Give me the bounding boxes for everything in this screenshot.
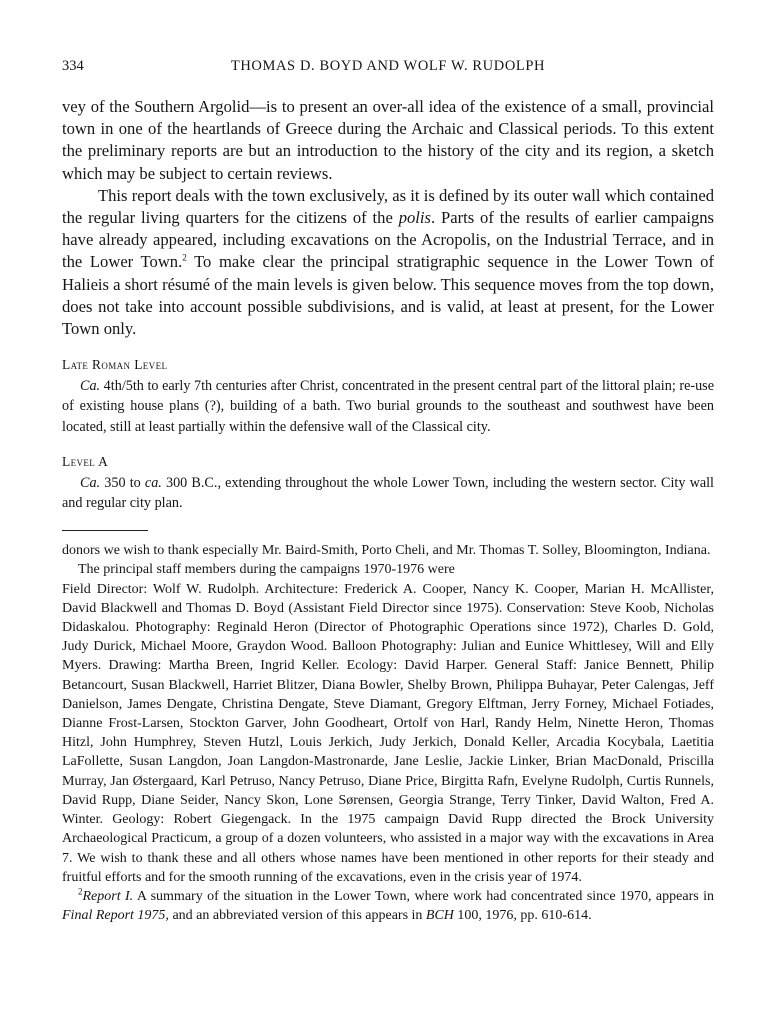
footnote-ref-2[interactable]: 2 <box>182 252 187 263</box>
level-heading-a: Level A <box>62 453 109 469</box>
page <box>62 58 714 925</box>
level-text-a: Ca. 350 to ca. 300 B.C., extending throughout the whole Lower Town, including the western sector. City wall and regular city plan. <box>62 474 714 512</box>
polis-term: polis <box>398 208 431 228</box>
footnotes <box>62 541 714 925</box>
paragraph-2: This report deals with the town exclusively, as it is defined by its outer wall which contained the regular living quarters for the citizens of the polis. Parts of the results of earlier campaigns have already appeared, including excavations on the Acropolis, on the Industrial Terrace, and in the Lower Town.$^2$ To make clear the principal stratigraphic sequence in the Lower Town of Halieis a short résumé of the main levels is given below. This sequence moves from the top down, does not take into account possible subdivisions, and is valid, at least at present, for the Lower Town only. <box>62 185 715 339</box>
page-number: 334 <box>62 58 84 74</box>
running-title: THOMAS D. BOYD AND WOLF W. RUDOLPH <box>230 58 546 74</box>
footnote-continuation: donors we wish to thank especially Mr. Baird-Smith, Porto Cheli, and Mr. Thomas T. Solley, Bloomington, Indiana. <box>62 543 711 559</box>
footnote-2-number: 2 <box>78 886 83 897</box>
main-text <box>62 96 714 340</box>
paragraph-1: vey of the Southern Argolid—is to present an over-all idea of the existence of a small, provincial town in one of the heartlands of Greece during the Archaic and Classical periods. To this extent the preliminary reports are but an introduction to the history of the city and its region, a sketch which may be subject to certain reviews. <box>62 97 714 183</box>
footnote-rule <box>62 530 148 531</box>
level-heading-late-roman: Late Roman Level <box>62 357 168 373</box>
staff-intro: The principal staff members during the campaigns 1970-1976 were <box>78 562 455 578</box>
running-header <box>62 58 714 84</box>
staff-list: Field Director: Wolf W. Rudolph. Architecture: Frederick A. Cooper, Nancy K. Cooper, Marian H. McAllister, David Blackwell and Thomas D. Boyd (Assistant Field Director since 1975). Conservation: Steve Koob, Nicholas Didaskalou. Photography: Reginald Heron (Director of Photographic Operations since 1972), Charles D. Gold, Judy Durick, Michael Moore, Graydon Wood. Balloon Photography: Julian and Eunice Whittlesey, Will and Elly Myers. Drawing: Martha Breen, Ingrid Keller. Ecology: David Harper. General Staff: Janice Bennett, Philip Betancourt, Susan Blackwell, Harriet Blitzer, Diana Bowler, Shelby Brown, Philippa Buhayar, Peter Calengas, Jeff Danielson, James Dengate, Christina Dengate, Steve Diamant, Gregory Elftman, Jerry Forney, Michael Fotiades, Dianne Frost-Larsen, Stockton Garver, John Goodheart, Ortolf von Harl, Randy Helm, Ninette Heron, Thomas Hitzl, John Humphrey, Steven Hutzl, Louis Jerkich, Judy Jerkich, Donald Keller, Arcadia Kocybala, Laetitia LaFollette, Susan Langdon, Joan Langdon-Mastronarde, Jane Leslie, Jackie Linker, Brian MacDonald, Priscilla Murray, Jan Østergaard, Karl Petruso, Nancy Petruso, Diane Price, Birgitta Rafn, Evelyne Rudolph, Curtis Runnels, David Rupp, Diane Seider, Nancy Skon, Lone Sørensen, Georgia Strange, Terry Tinker, David Walton, Fred A. Winter. Geology: Robert Giegengack. In the 1975 campaign David Rupp directed the Brock University Archaeological Practicum, a group of a dozen volunteers, who assisted in a major way with the excavations in Area 7. We wish to thank these and all others whose names have been mentioned in other reports for their steady and fruitful efforts and for the smooth running of the excavations, even in the crisis year of 1974. <box>62 581 714 885</box>
footnote-2: $^2$Report I. A summary of the situation in the Lower Town, where work had concentrated since 1970, appears in Final Report 1975, and an abbreviated version of this appears in BCH 100, 1976, pp. 610-614. <box>62 886 714 924</box>
level-text-late-roman: Ca. 4th/5th to early 7th centuries after Christ, concentrated in the present central part of the littoral plain; re-use of existing house plans (?), building of a bath. Two burial grounds to the southeast and southwest have been located, still at least partially within the defensive wall of the Classical city. <box>62 378 714 435</box>
